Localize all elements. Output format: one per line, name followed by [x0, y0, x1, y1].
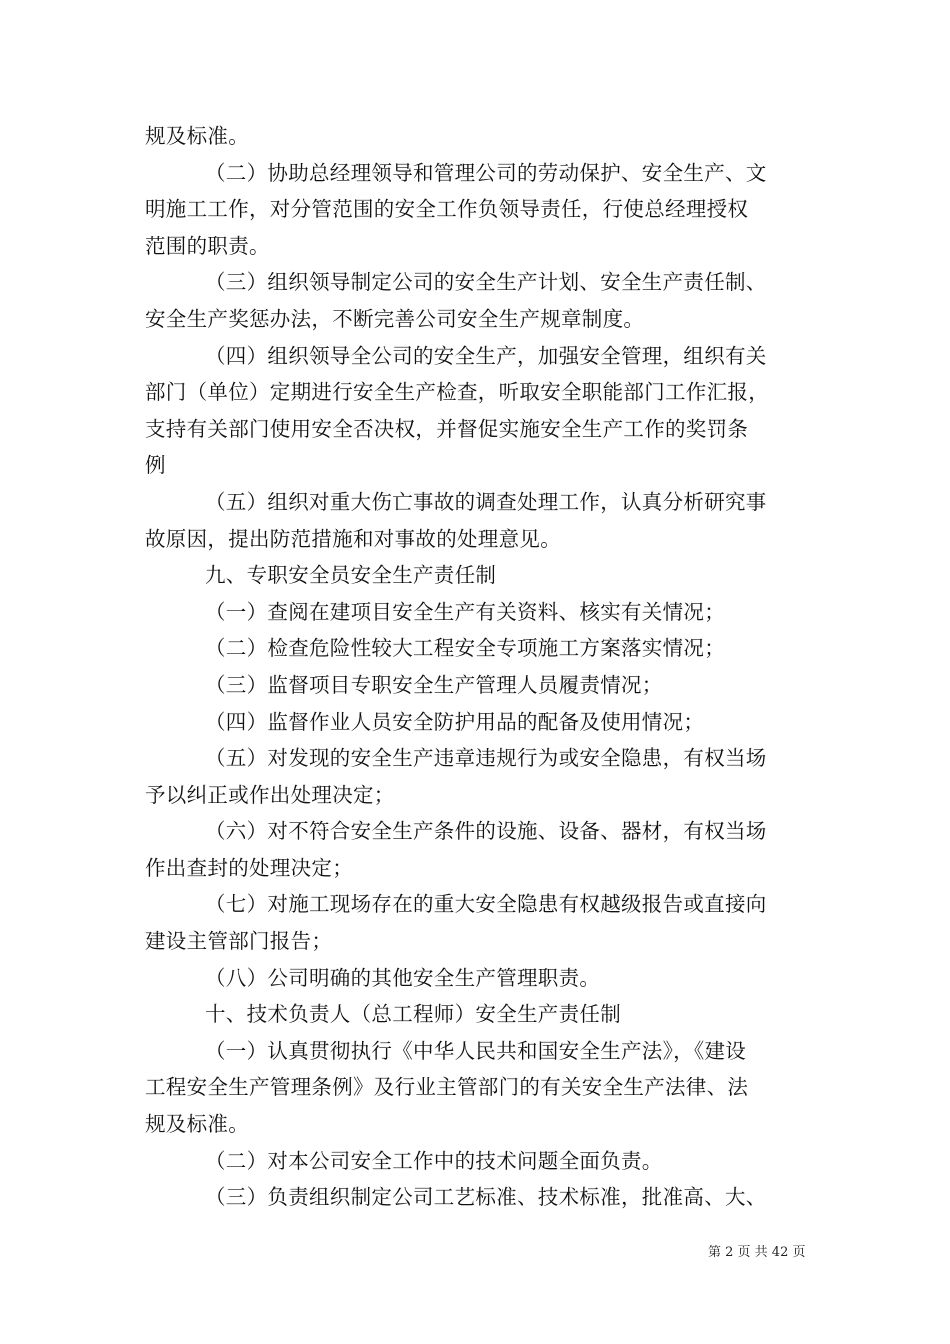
paragraph — [145, 557, 825, 594]
paragraph — [145, 338, 825, 484]
text-line: （四）组织领导全公司的安全生产，加强安全管理，组织有关 — [205, 343, 767, 368]
text-line: （一）认真贯彻执行《中华人民共和国安全生产法》，《建设 — [205, 1038, 747, 1063]
text-line: 支持有关部门使用安全否决权，并督促实施安全生产工作的奖罚条 — [145, 416, 749, 441]
paragraph — [145, 667, 825, 704]
text-line: 明施工工作，对分管范围的安全工作负领导责任，行使总经理授权 — [145, 197, 749, 222]
text-line: （六）对不符合安全生产条件的设施、设备、器材，有权当场 — [205, 819, 767, 844]
text-line: 规及标准。 — [145, 1112, 249, 1137]
paragraph — [145, 155, 825, 265]
text-line: （五）组织对重大伤亡事故的调查处理工作，认真分析研究事 — [205, 489, 767, 514]
text-line: 十、技术负责人（总工程师）安全生产责任制 — [205, 1002, 621, 1027]
paragraph — [145, 1179, 825, 1216]
text-line: （三）负责组织制定公司工艺标准、技术标准，批准高、大、 — [205, 1185, 767, 1210]
document-body — [145, 118, 825, 1216]
text-line: 建设主管部门报告； — [145, 929, 333, 954]
text-line: 故原因，提出防范措施和对事故的处理意见。 — [145, 526, 561, 551]
text-line: 予以纠正或作出处理决定； — [145, 782, 395, 807]
text-line: 部门（单位）定期进行安全生产检查，听取安全职能部门工作汇报， — [145, 380, 769, 405]
text-line: 范围的职责。 — [145, 233, 270, 258]
paragraph — [145, 630, 825, 667]
text-line: 安全生产奖惩办法，不断完善公司安全生产规章制度。 — [145, 306, 645, 331]
text-line: 工程安全生产管理条例》及行业主管部门的有关安全生产法律、法 — [145, 1075, 749, 1100]
text-line: （三）组织领导制定公司的安全生产计划、安全生产责任制、 — [205, 270, 767, 295]
text-line: （二）检查危险性较大工程安全专项施工方案落实情况； — [205, 636, 725, 661]
paragraph — [145, 1143, 825, 1180]
paragraph — [145, 813, 825, 886]
paragraph — [145, 118, 825, 155]
paragraph — [145, 886, 825, 959]
text-line: （一）查阅在建项目安全生产有关资料、核实有关情况； — [205, 599, 725, 624]
text-line: （二）协助总经理领导和管理公司的劳动保护、安全生产、文 — [205, 160, 767, 185]
text-line: 九、专职安全员安全生产责任制 — [205, 563, 497, 588]
text-line: （八）公司明确的其他安全生产管理职责。 — [205, 965, 601, 990]
paragraph — [145, 264, 825, 337]
page-number-footer: 第 2 页 共 42 页 — [708, 1245, 806, 1260]
text-line: 规及标准。 — [145, 124, 249, 148]
paragraph — [145, 740, 825, 813]
text-line: （七）对施工现场存在的重大安全隐患有权越级报告或直接向 — [205, 892, 767, 917]
paragraph — [145, 960, 825, 997]
text-line: （二）对本公司安全工作中的技术问题全面负责。 — [205, 1148, 663, 1173]
paragraph — [145, 594, 825, 631]
paragraph — [145, 484, 825, 557]
paragraph — [145, 996, 825, 1033]
paragraph — [145, 704, 825, 741]
text-line: （五）对发现的安全生产违章违规行为或安全隐患，有权当场 — [205, 746, 767, 771]
paragraph — [145, 1033, 825, 1143]
text-line: 作出查封的处理决定； — [145, 855, 353, 880]
text-line: 例 — [145, 453, 166, 478]
text-line: （三）监督项目专职安全生产管理人员履责情况； — [205, 672, 663, 697]
text-line: （四）监督作业人员安全防护用品的配备及使用情况； — [205, 709, 705, 734]
